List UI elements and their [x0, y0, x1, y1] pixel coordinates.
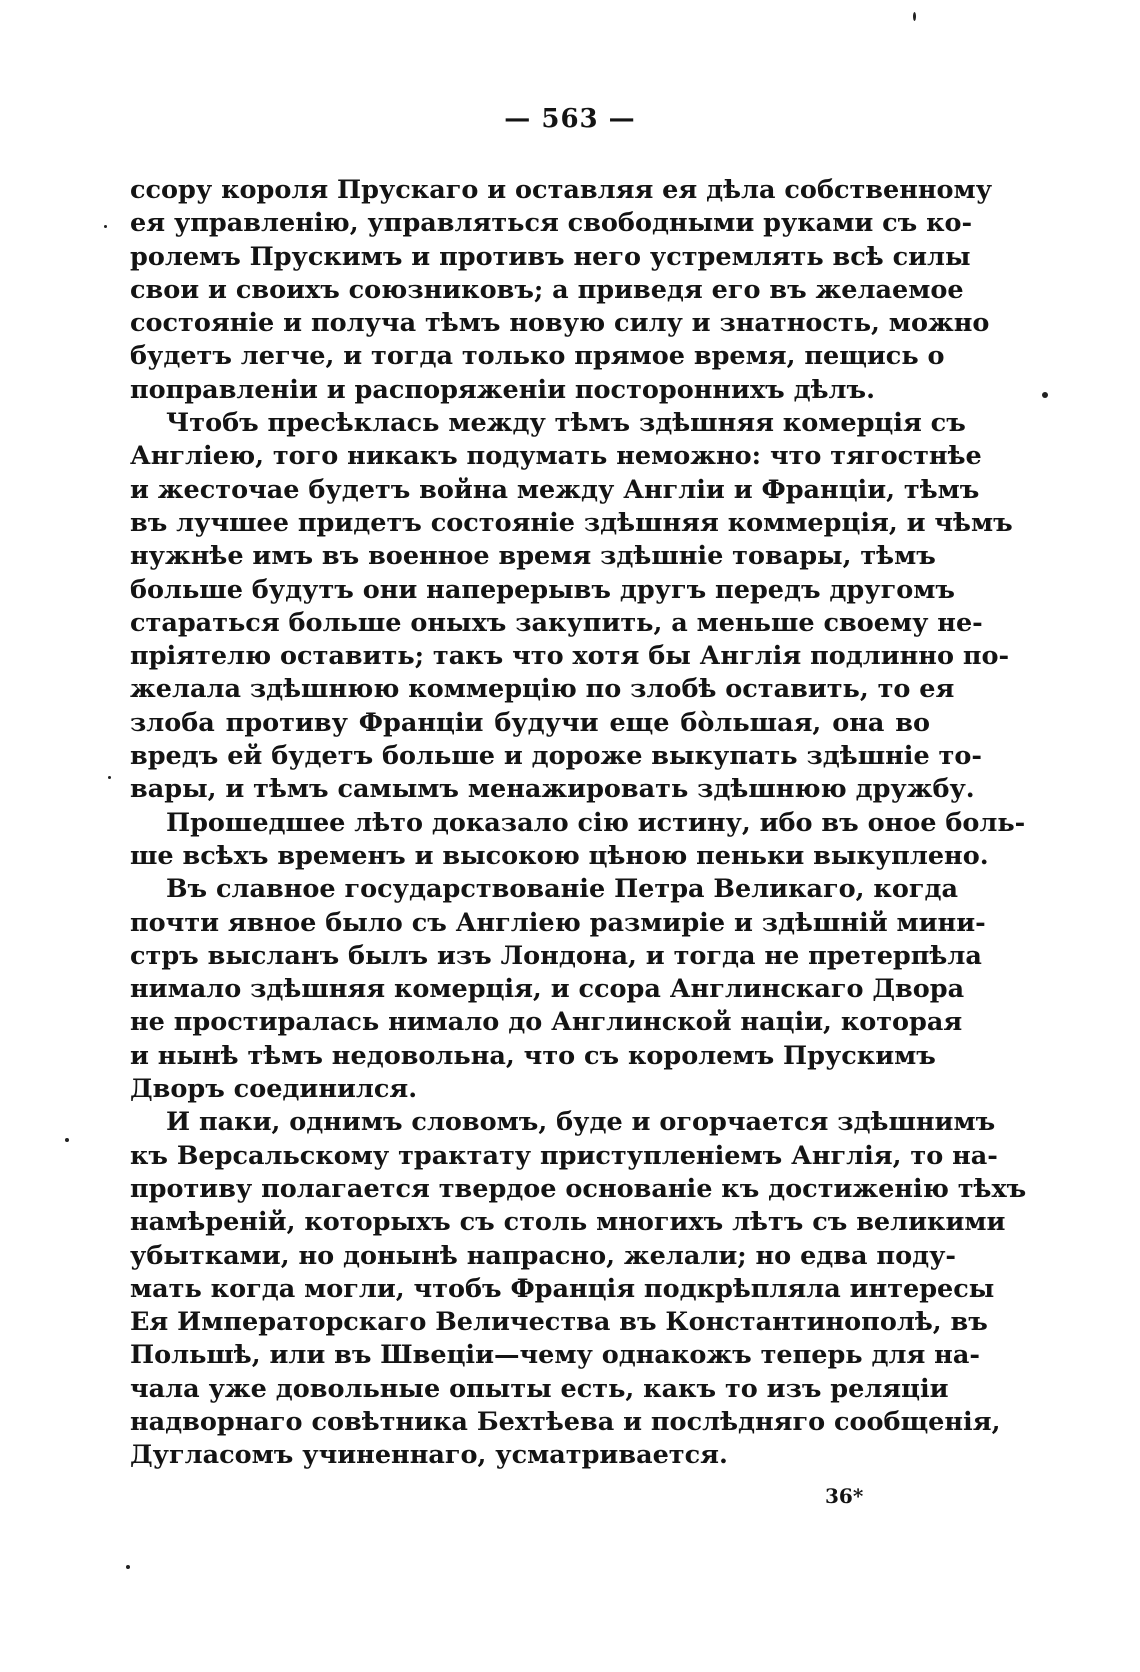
text-line: и нынѣ тѣмъ недовольна, что съ королемъ Прускимъ: [130, 1040, 936, 1071]
text-line: ея управленію, управляться свободными руками съ ко-: [130, 208, 973, 239]
scan-speck: [104, 225, 107, 228]
printer-signature: 36*: [825, 1484, 864, 1508]
text-line: въ лучшее придетъ состояніе здѣшняя коммерція, и чѣмъ: [130, 507, 1013, 538]
scan-speck: [65, 1138, 69, 1142]
text-line: Ея Императорскаго Величества въ Константинополѣ, въ: [130, 1307, 988, 1338]
text-line: къ Версальскому трактату приступленіемъ Англія, то на-: [130, 1140, 998, 1171]
paragraph-start-line: Прошедшее лѣто доказало сію истину, ибо въ оное боль-: [166, 807, 1026, 838]
text-line: намѣреній, которыхъ съ столь многихъ лѣтъ съ великими: [130, 1207, 1006, 1238]
text-line: ше всѣхъ временъ и высокою цѣною пеньки выкуплено.: [130, 840, 989, 871]
text-line: Дворъ соединился.: [130, 1074, 418, 1105]
text-line: ссору короля Прускаго и оставляя ея дѣла собственному: [130, 175, 993, 205]
scan-speck: [1042, 392, 1048, 398]
text-line: стараться больше оныхъ закупить, а меньше своему не-: [130, 607, 983, 638]
text-line: противу полагается твердое основаніе къ достиженію тѣхъ: [130, 1173, 1027, 1204]
text-line: ролемъ Прускимъ и противъ него устремлять всѣ силы: [130, 241, 971, 272]
text-line: убытками, но донынѣ напрасно, желали; но едва поду-: [130, 1240, 956, 1271]
text-line: желала здѣшнюю коммерцію по злобѣ оставить, то ея: [130, 674, 955, 705]
text-line: злоба противу Франціи будучи еще бо̀льшая, она во: [130, 707, 930, 738]
body-text: [130, 174, 1027, 1473]
text-line: Дугласомъ учиненнаго, усматривается.: [130, 1440, 728, 1471]
text-line: будетъ легче, и тогда только прямое время, пещись о: [130, 341, 945, 372]
paragraph-start-line: Чтобъ пресѣклась между тѣмъ здѣшняя комерція съ: [166, 408, 966, 439]
text-line: больше будутъ они наперерывъ другъ передъ другомъ: [130, 574, 955, 605]
text-line: почти явное было съ Англіею размиріе и здѣшній мини-: [130, 907, 986, 938]
text-line: Польшѣ, или въ Швеціи—чему однакожъ теперь для на-: [130, 1340, 980, 1371]
scan-speck: [108, 776, 111, 779]
text-line: не простиралась нимало до Англинской націи, которая: [130, 1007, 963, 1038]
text-line: стръ высланъ былъ изъ Лондона, и тогда не претерпѣла: [130, 940, 982, 971]
text-line: свои и своихъ союзниковъ; а приведя его въ желаемое: [130, 274, 964, 305]
text-line: вредъ ей будетъ больше и дороже выкупать здѣшніе то-: [130, 741, 982, 772]
text-line: вары, и тѣмъ самымъ менажировать здѣшнюю дружбу.: [130, 774, 975, 805]
text-line: Англіею, того никакъ подумать неможно: что тягостнѣе: [130, 441, 982, 472]
page-number: — 563 —: [504, 104, 636, 134]
paragraph-start-line: И паки, однимъ словомъ, буде и огорчается здѣшнимъ: [166, 1107, 996, 1138]
text-line: нимало здѣшняя комерція, и ссора Англинскаго Двора: [130, 974, 965, 1005]
text-line: пріятелю оставить; такъ что хотя бы Англія подлинно по-: [130, 641, 1010, 672]
text-line: и жесточае будетъ война между Англіи и Франціи, тѣмъ: [130, 474, 980, 505]
scan-speck: [913, 12, 916, 21]
text-line: поправленіи и распоряженіи постороннихъ дѣлъ.: [130, 374, 875, 405]
text-line: состояніе и получа тѣмъ новую силу и знатность, можно: [130, 308, 990, 339]
text-line: мать когда могли, чтобъ Франція подкрѣпляла интересы: [130, 1273, 995, 1304]
text-line: нужнѣе имъ въ военное время здѣшніе товары, тѣмъ: [130, 541, 936, 572]
text-line: чала уже довольные опыты есть, какъ то изъ реляціи: [130, 1373, 949, 1404]
scan-speck: [126, 1565, 130, 1569]
text-line: надворнаго совѣтника Бехтѣева и послѣдняго сообщенія,: [130, 1406, 1001, 1437]
paragraph-start-line: Въ славное государствованіе Петра Великаго, когда: [166, 874, 958, 905]
